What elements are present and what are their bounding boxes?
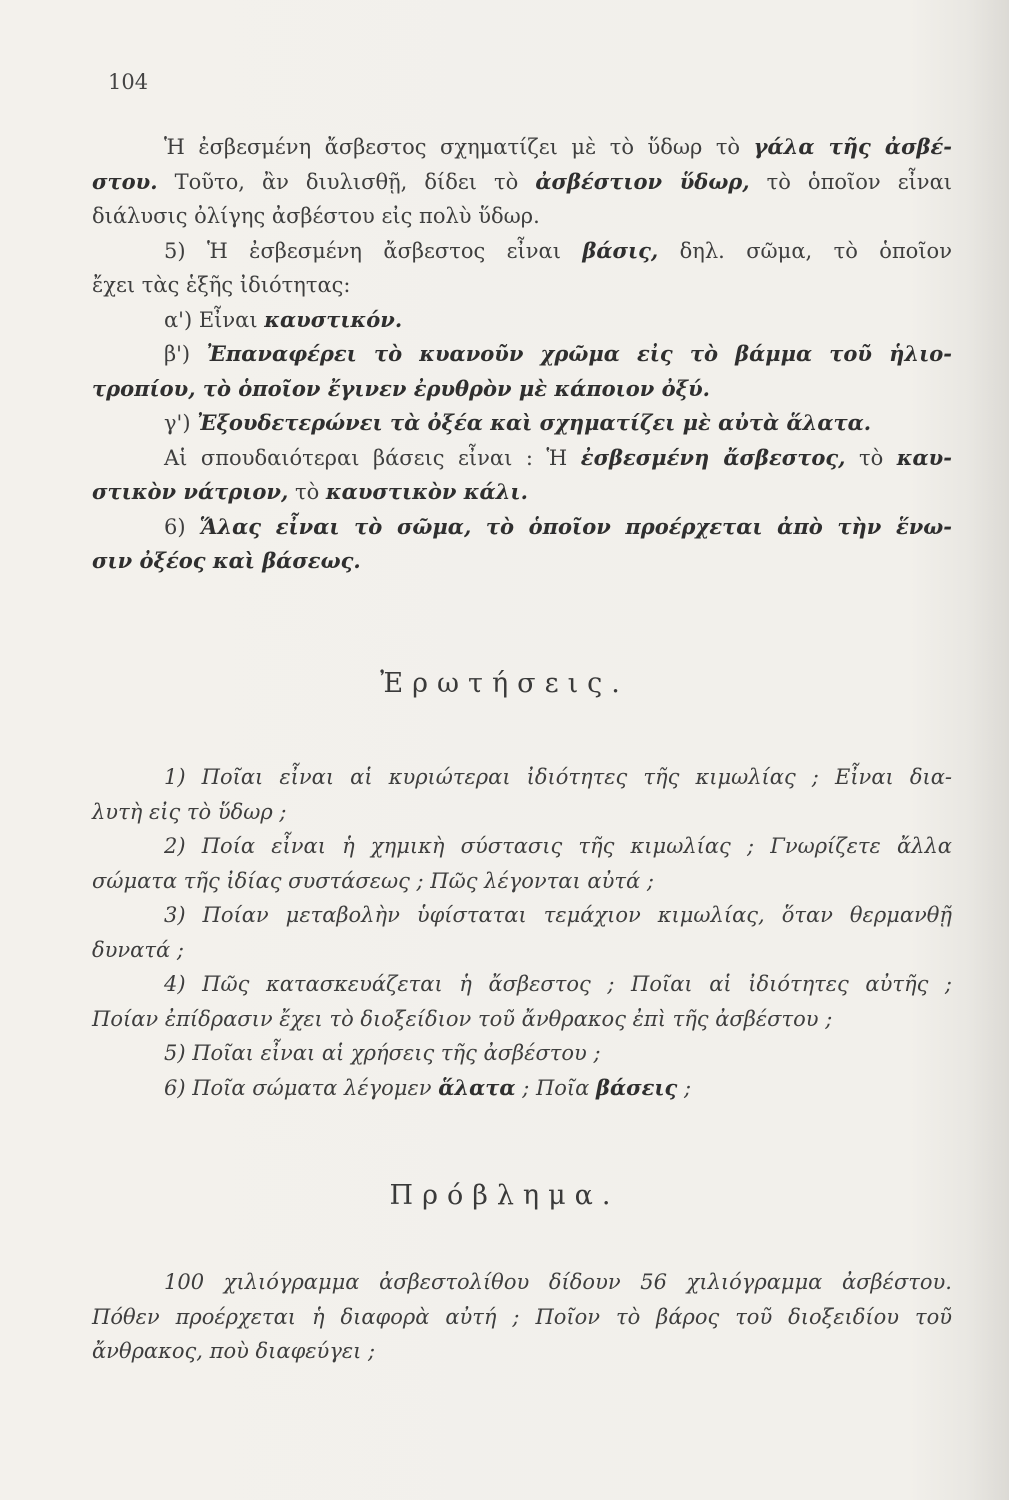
problem-line: 100 χιλιόγραμμα ἀσβεστολίθου δίδουν 56 χιλιόγραμμα ἀσβέστου. (164, 1270, 952, 1294)
question-line: σώματα τῆς ἰδίας συστάσεως ; Πῶς λέγονται αὐτά ; (92, 868, 654, 893)
text-line: ἔχει τὰς ἑξῆς ἰδιότητας: (92, 273, 351, 297)
problem-line: ἄνθρακος, ποὺ διαφεύγει ; (92, 1339, 376, 1363)
problem-line: Πόθεν προέρχεται ἡ διαφορὰ αὐτή ; Ποῖον τὸ βάρος τοῦ διοξειδίου τοῦ (92, 1304, 952, 1329)
text-line: στου. Τοῦτο, ἂν διυλισθῇ, δίδει τὸ ἀσβέστιον ὕδωρ, τὸ ὁποῖον εἶναι (92, 168, 952, 194)
text-line: στικὸν νάτριον, τὸ καυστικὸν κάλι. (92, 479, 528, 504)
question-line: δυνατά ; (92, 937, 184, 962)
text-line: γ') Ἐξουδετερώνει τὰ ὀξέα καὶ σχηματίζει μὲ αὐτὰ ἅλατα. (164, 410, 872, 435)
text-line: διάλυσις ὀλίγης ἀσβέστου εἰς πολὺ ὕδωρ. (92, 204, 540, 228)
question-line: Ποίαν ἐπίδρασιν ἔχει τὸ διοξείδιον τοῦ ἄνθρακος ἐπὶ τῆς ἀσβέστου ; (92, 1006, 833, 1031)
text-line: 6) Ἅλας εἶναι τὸ σῶμα, τὸ ὁποῖον προέρχεται ἀπὸ τὴν ἕνω- (164, 513, 953, 539)
question-line: 3) Ποίαν μεταβολὴν ὑφίσταται τεμάχιον κιμωλίας, ὅταν θερμανθῇ (164, 903, 952, 927)
question-line: 5) Ποῖαι εἶναι αἱ χρήσεις τῆς ἀσβέστου ; (164, 1041, 601, 1065)
problem-heading: Πρόβλημα. (389, 1180, 620, 1211)
question-line: 4) Πῶς κατασκευάζεται ἡ ἄσβεστος ; Ποῖαι αἱ ἰδιότητες αὐτῆς ; (164, 972, 952, 996)
questions-list (92, 760, 952, 1105)
text-line: σιν ὀξέος καὶ βάσεως. (92, 548, 361, 573)
question-line: λυτὴ εἰς τὸ ὕδωρ ; (92, 799, 287, 824)
problem-text (92, 1265, 952, 1369)
text-line: 5) Ἡ ἐσβεσμένη ἄσβεστος εἶναι βάσις, δηλ. σῶμα, τὸ ὁποῖον (164, 237, 952, 263)
text-line: β') Ἐπαναφέρει τὸ κυανοῦν χρῶμα εἰς τὸ βάμμα τοῦ ἡλιο- (164, 341, 952, 366)
text-line: Ἡ ἐσβεσμένη ἄσβεστος σχηματίζει μὲ τὸ ὕδωρ τὸ γάλα τῆς ἀσβέ- (164, 134, 952, 159)
text-line: α') Εἶναι καυστικόν. (164, 306, 403, 332)
question-line: 6) Ποῖα σώματα λέγομεν ἅλατα ; Ποῖα βάσεις ; (164, 1074, 692, 1100)
page-number: 104 (108, 70, 149, 94)
text-line: τροπίου, τὸ ὁποῖον ἔγινεν ἐρυθρὸν μὲ κάποιον ὀξύ. (92, 375, 710, 401)
text-line: Αἱ σπουδαιότεραι βάσεις εἶναι : Ἡ ἐσβεσμένη ἄσβεστος, τὸ καυ- (164, 444, 952, 470)
question-line: 2) Ποία εἶναι ἡ χημικὴ σύστασις τῆς κιμωλίας ; Γνωρίζετε ἄλλα (164, 834, 952, 858)
body-text (92, 130, 952, 579)
questions-heading: Ἐρωτήσεις. (380, 668, 629, 699)
question-line: 1) Ποῖαι εἶναι αἱ κυριώτεραι ἰδιότητες τῆς κιμωλίας ; Εἶναι δια- (164, 765, 952, 789)
